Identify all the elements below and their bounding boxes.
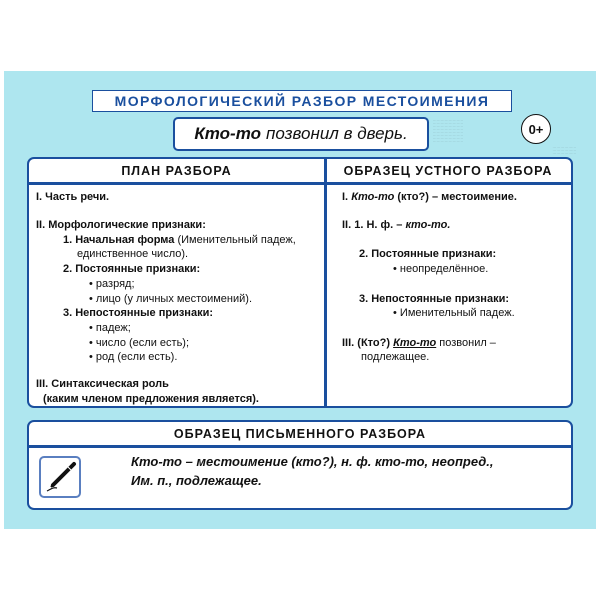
plan-line-11: • род (если есть). bbox=[89, 350, 177, 364]
oral-line-6: • Именительный падеж. bbox=[393, 306, 515, 320]
plan-line-1: I. Часть речи. bbox=[36, 191, 110, 203]
age-rating-badge: 0+ bbox=[521, 114, 551, 144]
title-box bbox=[92, 90, 512, 112]
pen-icon bbox=[39, 456, 81, 498]
publisher-info-block: . . . . . . . . . . . . . . . . . . . . . . . . . . . . . . . . . . . . . . . . . . . . . . . . . . . . . . . . . . . . . . . . . . . . . . . . . . . . . . . . . . . . . . . . . . . . . . . . . . . . . . . . . . . . . . . . . . . . . . . . . . . . . . . . . . . . . . . . . . . . . . . . . . . . . . . . . . . . . . . . . . . . . . . . . . . . . . . . . . . . . . . . bbox=[433, 119, 463, 143]
sentence-rest: позвонил в дверь. bbox=[266, 124, 408, 143]
oral-line-2: II. 1. Н. ф. – кто-то. bbox=[342, 219, 451, 231]
plan-line-4: единственное число). bbox=[77, 248, 189, 260]
plan-line-13: (каким членом предложения является). bbox=[43, 393, 259, 405]
column-divider bbox=[324, 159, 327, 406]
plan-line-5: 2. Постоянные признаки: bbox=[63, 263, 201, 275]
example-sentence bbox=[173, 117, 429, 151]
plan-line-7: • лицо (у личных местоимений). bbox=[89, 292, 252, 306]
written-analysis-box bbox=[27, 420, 573, 510]
written-header-divider bbox=[29, 445, 571, 448]
main-table bbox=[27, 157, 573, 408]
oral-line-5: 3. Непостоянные признаки: bbox=[359, 293, 510, 305]
oral-line-4: • неопределённое. bbox=[393, 262, 488, 276]
copyright-block: . . . . . . . . . . . . . . . . . . . . . . . . . . . . . . . . . . . . . . . . . . . . . . . . . . . . . . bbox=[552, 146, 576, 155]
plan-line-10: • число (если есть); bbox=[89, 336, 189, 350]
oral-line-7: III. (Кто?) Кто-то позвонил – bbox=[342, 337, 496, 349]
written-line-1: Кто-то – местоимение (кто?), н. ф. кто-то, неопред., bbox=[131, 454, 494, 469]
written-line-2: Им. п., подлежащее. bbox=[131, 473, 262, 488]
oral-line-1: I. Кто-то (кто?) – местоимение. bbox=[342, 191, 517, 203]
plan-line-9: • падеж; bbox=[89, 321, 131, 335]
oral-line-8: подлежащее. bbox=[361, 351, 430, 363]
plan-header: ПЛАН РАЗБОРА bbox=[121, 163, 232, 178]
oral-line-3: 2. Постоянные признаки: bbox=[359, 248, 497, 260]
header-divider bbox=[29, 182, 571, 185]
page-title: МОРФОЛОГИЧЕСКИЙ РАЗБОР МЕСТОИМЕНИЯ bbox=[114, 93, 490, 109]
plan-line-12: III. Синтаксическая роль bbox=[36, 378, 169, 390]
written-text bbox=[131, 452, 493, 490]
plan-line-6: • разряд; bbox=[89, 277, 135, 291]
sentence-pronoun: Кто-то bbox=[194, 124, 261, 143]
plan-line-8: 3. Непостоянные признаки: bbox=[63, 307, 214, 319]
written-header: ОБРАЗЕЦ ПИСЬМЕННОГО РАЗБОРА bbox=[173, 426, 427, 441]
oral-header: ОБРАЗЕЦ УСТНОГО РАЗБОРА bbox=[343, 163, 553, 178]
plan-line-3: 1. Начальная форма (Именительный падеж, bbox=[63, 234, 296, 246]
plan-line-2: II. Морфологические признаки: bbox=[36, 219, 206, 231]
